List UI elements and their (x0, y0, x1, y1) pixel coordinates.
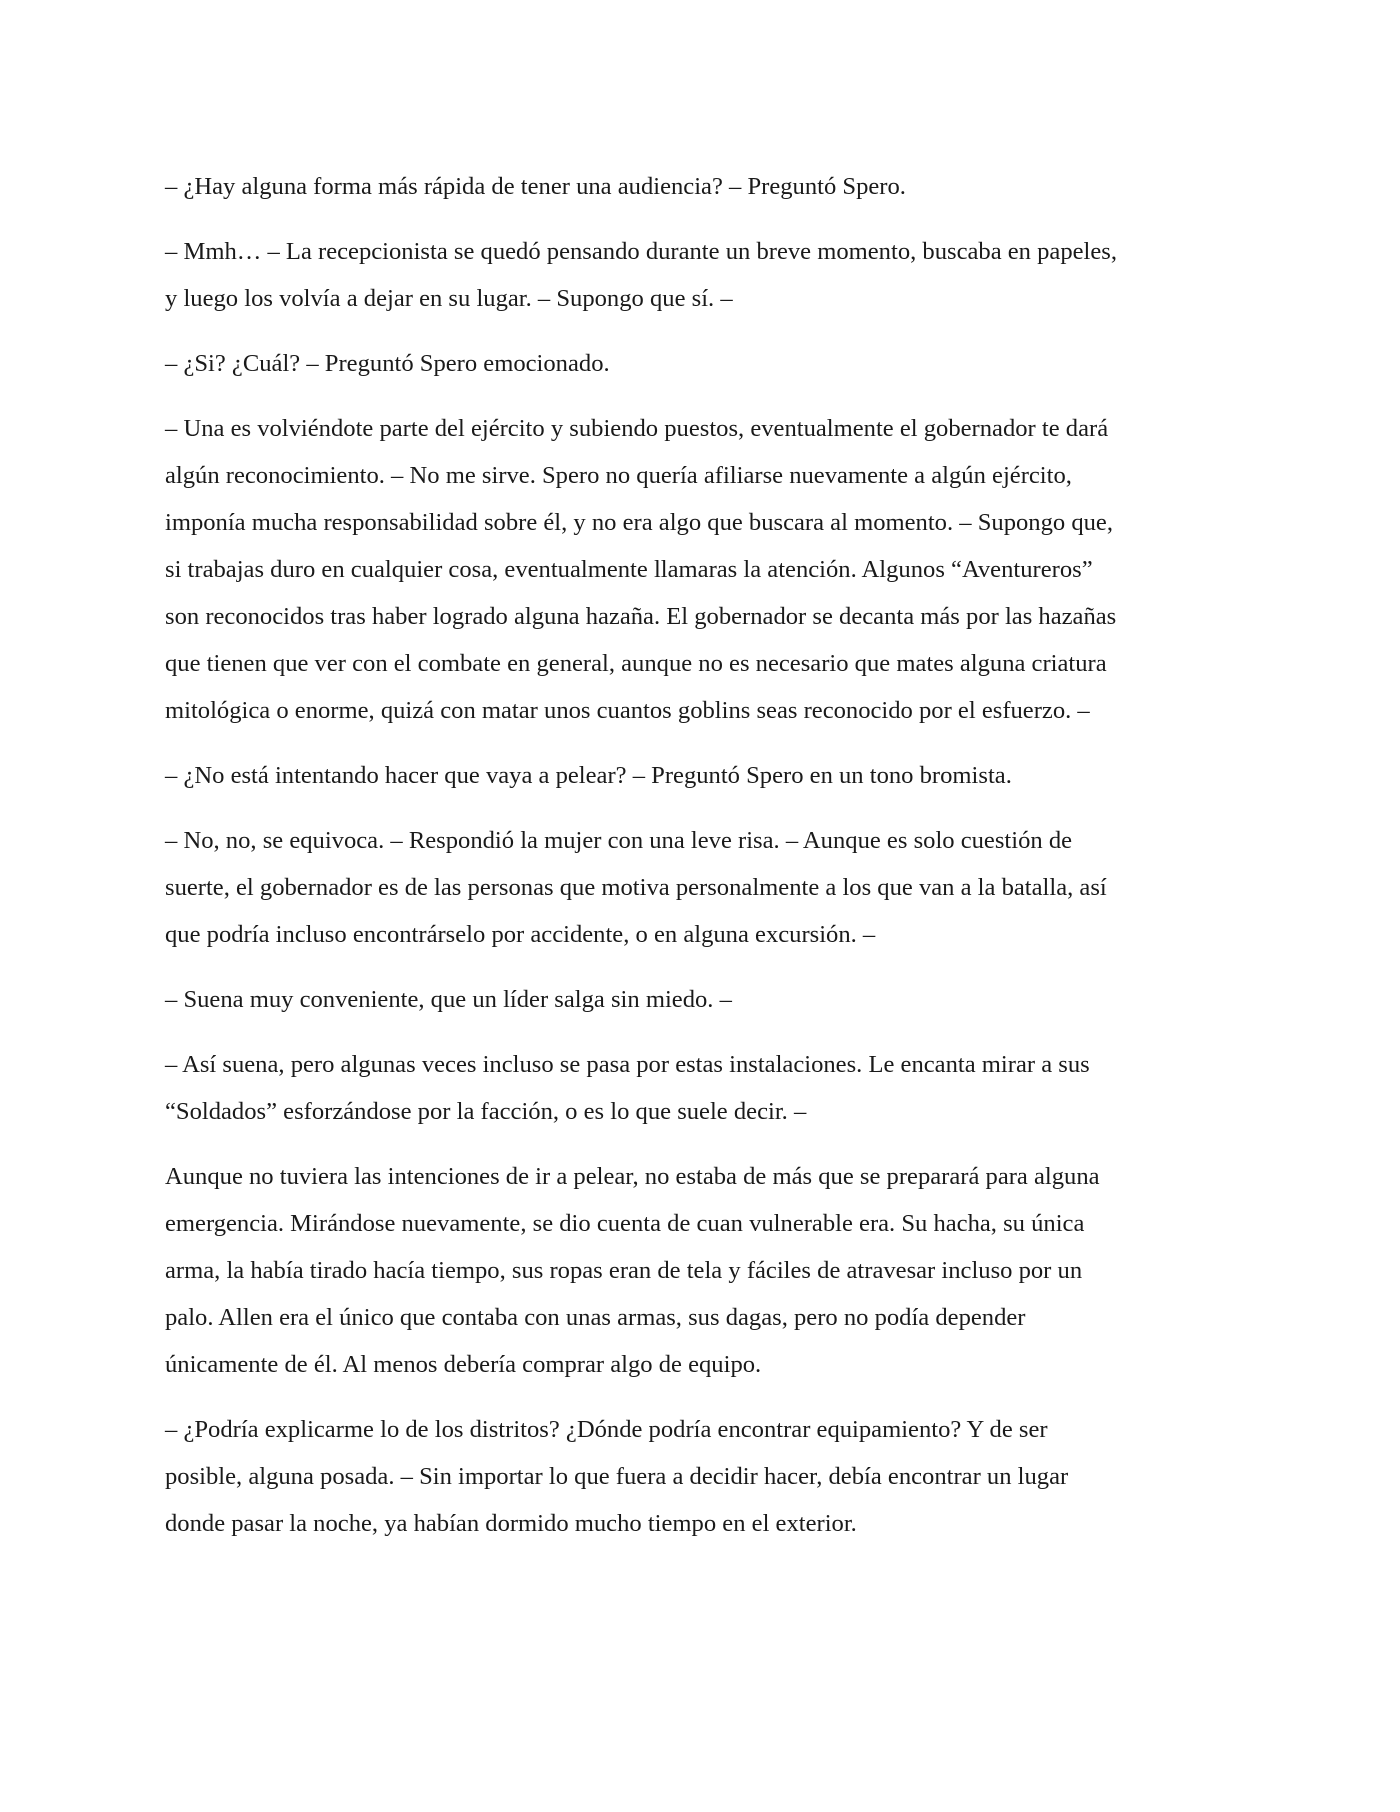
text-line: imponía mucha responsabilidad sobre él, y no era algo que buscara al momento. – Supongo que, (165, 509, 1113, 536)
text-line: arma, la había tirado hacía tiempo, sus ropas eran de tela y fáciles de atravesar incluso por un (165, 1257, 1083, 1284)
text-line: donde pasar la noche, ya habían dormido mucho tiempo en el exterior. (165, 1510, 857, 1537)
body-text (165, 163, 1245, 1565)
text-line: emergencia. Mirándose nuevamente, se dio cuenta de cuan vulnerable era. Su hacha, su única (165, 1210, 1085, 1237)
paragraph (165, 1153, 1245, 1388)
text-line: y luego los volvía a dejar en su lugar. – Supongo que sí. – (165, 285, 733, 312)
text-line: posible, alguna posada. – Sin importar lo que fuera a decidir hacer, debía encontrar un lugar (165, 1463, 1069, 1490)
text-line: – ¿Si? ¿Cuál? – Preguntó Spero emocionado. (165, 350, 610, 377)
text-line: mitológica o enorme, quizá con matar unos cuantos goblins seas reconocido por el esfuerzo. – (165, 697, 1090, 724)
paragraph (165, 976, 1245, 1023)
text-line: que podría incluso encontrárselo por accidente, o en alguna excursión. – (165, 921, 876, 948)
text-line: algún reconocimiento. – No me sirve. Spero no quería afiliarse nuevamente a algún ejército, (165, 462, 1072, 489)
paragraph (165, 340, 1245, 387)
text-line: si trabajas duro en cualquier cosa, eventualmente llamaras la atención. Algunos “Aventureros” (165, 556, 1093, 583)
paragraph (165, 817, 1245, 958)
paragraph (165, 1406, 1245, 1547)
text-line: suerte, el gobernador es de las personas que motiva personalmente a los que van a la batalla, así (165, 874, 1107, 901)
text-line: son reconocidos tras haber logrado alguna hazaña. El gobernador se decanta más por las hazañas (165, 603, 1117, 630)
text-line: – ¿Podría explicarme lo de los distritos? ¿Dónde podría encontrar equipamiento? Y de ser (165, 1416, 1048, 1443)
paragraph (165, 752, 1245, 799)
paragraph (165, 1041, 1245, 1135)
text-line: Aunque no tuviera las intenciones de ir a pelear, no estaba de más que se preparará para alguna (165, 1163, 1100, 1190)
paragraph (165, 228, 1245, 322)
paragraph (165, 163, 1245, 210)
text-line: – Suena muy conveniente, que un líder salga sin miedo. – (165, 986, 732, 1013)
text-line: que tienen que ver con el combate en general, aunque no es necesario que mates alguna criatura (165, 650, 1107, 677)
text-line: – Una es volviéndote parte del ejército y subiendo puestos, eventualmente el gobernador te dará (165, 415, 1109, 442)
text-line: palo. Allen era el único que contaba con unas armas, sus dagas, pero no podía depender (165, 1304, 1026, 1331)
text-line: – Mmh… – La recepcionista se quedó pensando durante un breve momento, buscaba en papeles, (165, 238, 1118, 265)
text-line: – ¿No está intentando hacer que vaya a pelear? – Preguntó Spero en un tono bromista. (165, 762, 1012, 789)
text-line: – ¿Hay alguna forma más rápida de tener una audiencia? – Preguntó Spero. (165, 173, 906, 200)
text-line: – Así suena, pero algunas veces incluso se pasa por estas instalaciones. Le encanta mirar a sus (165, 1051, 1090, 1078)
text-line: únicamente de él. Al menos debería comprar algo de equipo. (165, 1351, 762, 1378)
text-line: “Soldados” esforzándose por la facción, o es lo que suele decir. – (165, 1098, 807, 1125)
text-line: – No, no, se equivoca. – Respondió la mujer con una leve risa. – Aunque es solo cuestión de (165, 827, 1073, 854)
paragraph (165, 405, 1245, 734)
